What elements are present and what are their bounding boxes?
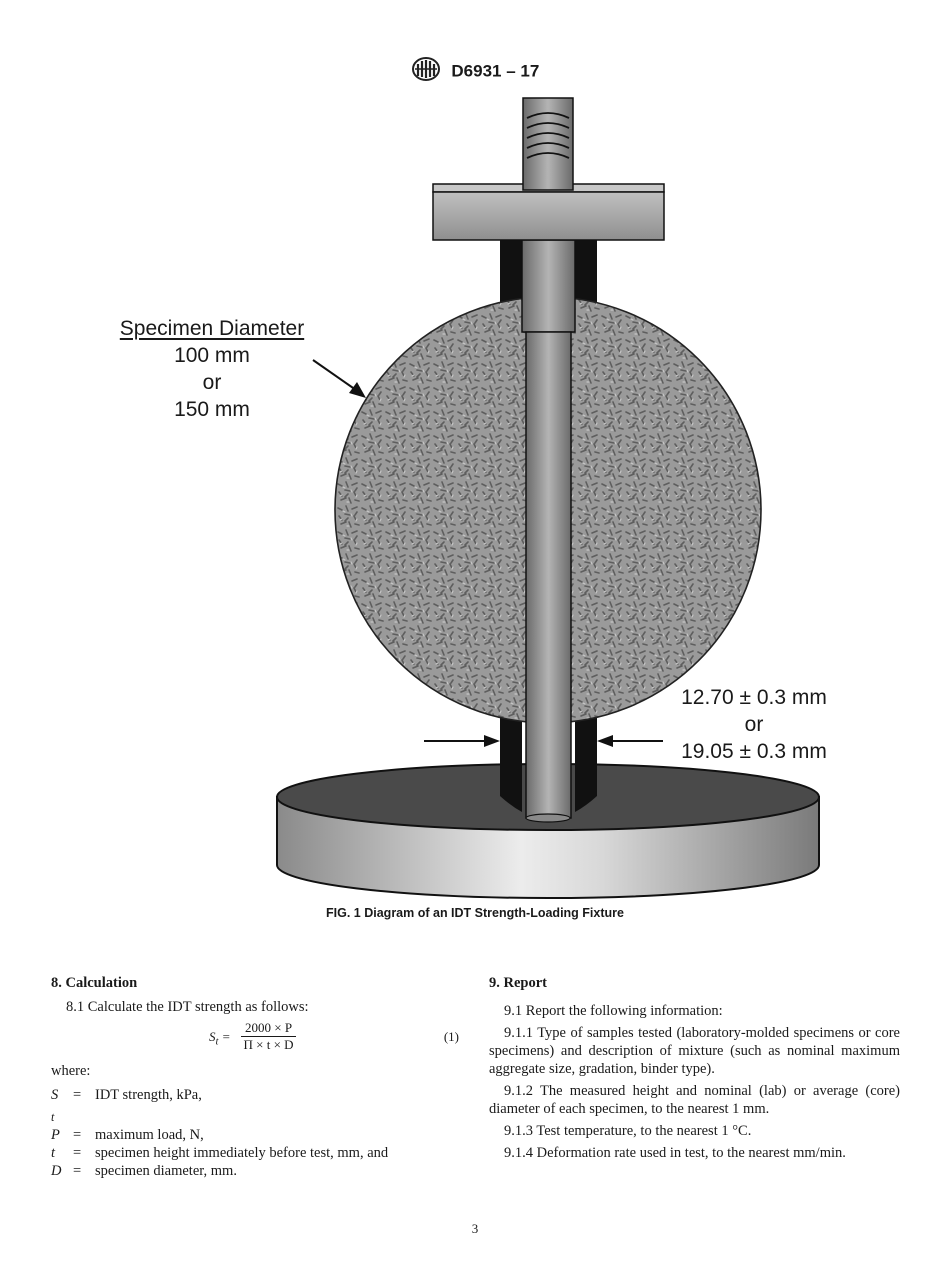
thickness-label-line2: or	[744, 713, 764, 736]
equation-lhs-sub: t	[215, 1035, 219, 1048]
variable-symbol: t	[51, 1144, 56, 1161]
variable-symbol: D	[51, 1162, 62, 1179]
report-paragraph: 9.1.1 Type of samples tested (laboratory-molded specimens or core specimens) and description of mixture (such as nominal maximum aggregate size, gradation, binder type).	[489, 1025, 900, 1077]
variable-desc: specimen diameter, mm.	[95, 1162, 237, 1179]
page-number: 3	[471, 1221, 479, 1236]
diameter-label-line1: 100 mm	[174, 344, 250, 367]
variable-desc: IDT strength, kPa,	[95, 1087, 202, 1103]
variable-desc: specimen height immediately before test, mm, and	[95, 1144, 389, 1161]
guide-rod	[522, 240, 575, 822]
thickness-label-line3: 19.05 ± 0.3 mm	[681, 740, 827, 763]
thickness-label-line1: 12.70 ± 0.3 mm	[681, 686, 827, 709]
calculation-intro: 8.1 Calculate the IDT strength as follows:	[66, 999, 309, 1015]
diameter-arrow	[313, 360, 366, 398]
variable-row	[51, 1126, 388, 1144]
standard-number: D6931 – 17	[451, 61, 540, 81]
threaded-shaft	[523, 98, 573, 190]
diameter-label	[112, 315, 312, 423]
diameter-label-line2: or	[202, 371, 222, 394]
calculation-title: 8. Calculation	[51, 975, 138, 991]
equation-lhs-symbol: S	[209, 1029, 216, 1044]
variable-equals: =	[73, 1126, 82, 1143]
variable-equals: =	[73, 1162, 82, 1179]
variable-row	[51, 1144, 388, 1162]
variable-list	[51, 1086, 388, 1180]
variable-desc: maximum load, N,	[95, 1126, 204, 1143]
variable-equals: =	[73, 1144, 82, 1161]
equation-number: (1)	[443, 1029, 459, 1044]
calculation-section	[51, 974, 461, 1180]
report-paragraph: 9.1 Report the following information:	[504, 1003, 723, 1019]
equation-numerator: 2000 × P	[241, 1020, 296, 1037]
equation-1	[51, 1020, 461, 1054]
variable-sub: t	[51, 1109, 55, 1124]
variable-row	[51, 1086, 388, 1126]
variable-row	[51, 1162, 388, 1180]
equation-fraction	[241, 1020, 296, 1053]
report-paragraph: 9.1.4 Deformation rate used in test, to the nearest mm/min.	[504, 1145, 846, 1161]
report-title: 9. Report	[489, 975, 547, 991]
top-plate	[433, 184, 664, 240]
report-paragraph: 9.1.2 The measured height and nominal (lab) or average (core) diameter of each specimen, to the nearest 1 mm.	[489, 1083, 900, 1117]
diameter-label-line3: 150 mm	[174, 398, 250, 421]
variable-symbol: P	[51, 1126, 60, 1143]
equation-denominator: Π × t × D	[243, 1037, 294, 1052]
report-paragraph: 9.1.3 Test temperature, to the nearest 1 °C.	[504, 1123, 752, 1139]
equation-lhs: $S_t$ =	[209, 1029, 231, 1048]
variable-equals: =	[73, 1087, 82, 1103]
diameter-label-title: Specimen Diameter	[119, 317, 305, 340]
thickness-label	[666, 684, 842, 765]
report-section	[489, 974, 900, 1166]
where-label: where:	[51, 1063, 91, 1079]
figure-caption: FIG. 1 Diagram of an IDT Strength-Loading Fixture	[326, 906, 624, 920]
variable-symbol: S	[51, 1087, 59, 1103]
